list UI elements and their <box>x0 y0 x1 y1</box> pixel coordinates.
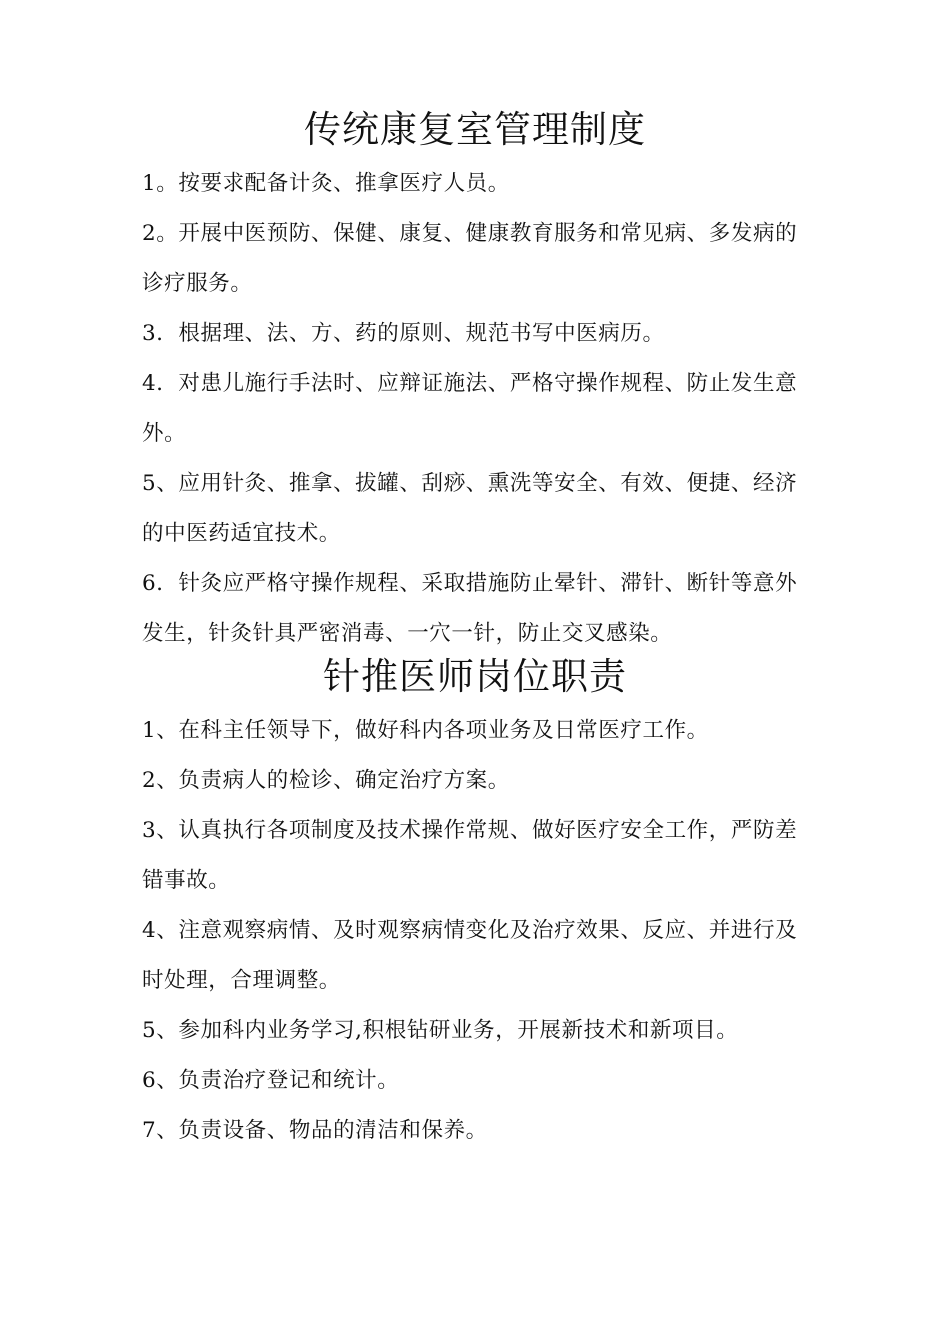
rule-item-1: 1。按要求配备计灸、推拿医疗人员。 <box>142 171 510 196</box>
rule-item-6: 6．针灸应严格守操作规程、采取措施防止晕针、滞针、断针等意外发生，针灸针具严密消毒、一穴一针，防止交叉感染。 <box>142 571 798 646</box>
duty-item-5: 5、参加科内业务学习,积根钻研业务，开展新技术和新项目。 <box>142 1018 739 1043</box>
section-title-management-rules: 传统康复室管理制度 <box>304 108 646 151</box>
duty-item-1: 1、在科主任领导下，做好科内各项业务及日常医疗工作。 <box>142 718 709 743</box>
duty-item-3: 3、认真执行各项制度及技术操作常规、做好医疗安全工作，严防差错事故。 <box>142 818 798 893</box>
section-title-physician-duties: 针推医师岗位职责 <box>323 655 627 698</box>
duty-item-2: 2、负责病人的检诊、确定治疗方案。 <box>142 768 510 793</box>
duty-item-4: 4、注意观察病情、及时观察病情变化及治疗效果、反应、并进行及时处理，合理调整。 <box>142 918 798 993</box>
duty-item-7: 7、负责设备、物品的清洁和保养。 <box>142 1118 488 1143</box>
rule-item-5: 5、应用针灸、推拿、拔罐、刮痧、熏洗等安全、有效、便捷、经济的中医药适宜技术。 <box>142 471 798 546</box>
rule-item-2: 2。开展中医预防、保健、康复、健康教育服务和常见病、多发病的诊疗服务。 <box>142 221 798 296</box>
rule-item-3: 3．根据理、法、方、药的原则、规范书写中医病历。 <box>142 321 665 346</box>
rule-item-4: 4．对患儿施行手法时、应辩证施法、严格守操作规程、防止发生意外。 <box>142 371 798 446</box>
duty-item-6: 6、负责治疗登记和统计。 <box>142 1068 400 1093</box>
